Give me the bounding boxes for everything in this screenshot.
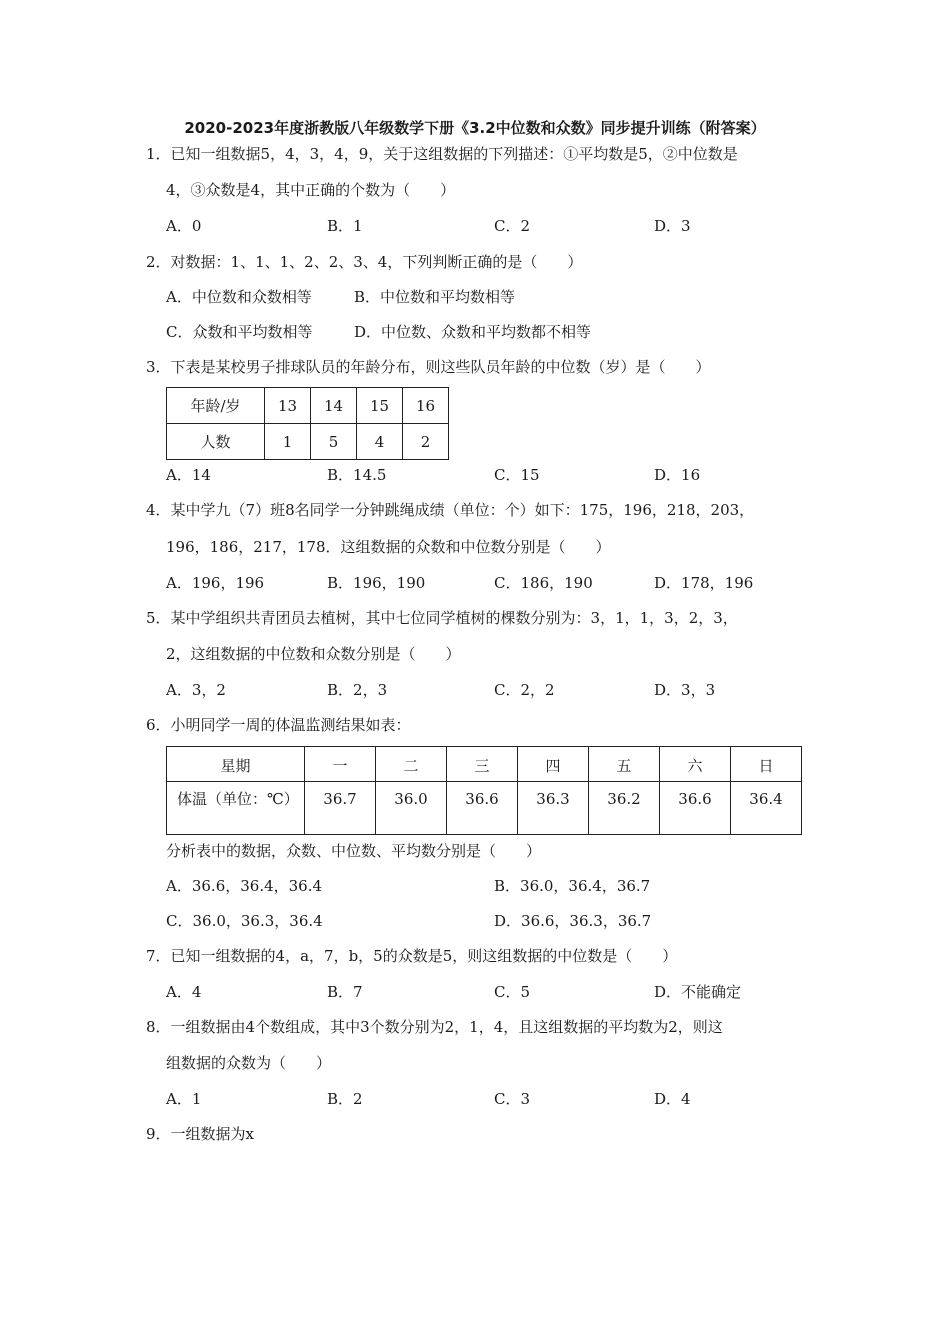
table-cell: 日 (731, 747, 802, 782)
q3-option-d: D．16 (654, 466, 701, 484)
q6-temperature-table (166, 746, 802, 835)
table-cell: 2 (403, 424, 449, 460)
q1-option-a: A．0 (166, 217, 202, 235)
q8-stem-line2: 组数据的众数为（ ） (166, 1054, 332, 1072)
table-cell: 体温（单位：℃） (167, 782, 305, 835)
q4-option-a: A．196，196 (166, 574, 265, 592)
q7-option-a: A．4 (166, 983, 202, 1001)
q8-stem-line1: 8．一组数据由4个数组成，其中3个数分别为2，1，4，且这组数据的平均数为2，则这 (146, 1018, 723, 1036)
q3-stem: 3．下表是某校男子排球队员的年龄分布，则这些队员年龄的中位数（岁）是（ ） (146, 358, 711, 376)
q3-option-a: A．14 (166, 466, 211, 484)
table-cell: 15 (357, 388, 403, 424)
q2-stem: 2．对数据：1、1、1、2、2、3、4，下列判断正确的是（ ） (146, 253, 583, 271)
q8-option-b: B．2 (327, 1090, 363, 1108)
q9-stem: 9．一组数据为x (146, 1125, 255, 1143)
table-cell: 二 (376, 747, 447, 782)
table-cell: 4 (357, 424, 403, 460)
q6-option-d: D．36.6，36.3，36.7 (494, 912, 652, 930)
q1-stem-line2: 4，③众数是4，其中正确的个数为（ ） (166, 181, 456, 199)
table-cell: 36.6 (660, 782, 731, 835)
q1-option-b: B．1 (327, 217, 363, 235)
q6-option-b: B．36.0，36.4，36.7 (494, 877, 651, 895)
q4-option-c: C．186，190 (494, 574, 593, 592)
table-row (167, 424, 449, 460)
q5-option-d: D．3，3 (654, 681, 716, 699)
table-cell: 五 (589, 747, 660, 782)
q6-option-c: C．36.0，36.3，36.4 (166, 912, 323, 930)
document-title: 2020-2023年度浙教版八年级数学下册《3.2中位数和众数》同步提升训练（附答案） (184, 119, 766, 137)
table-cell: 六 (660, 747, 731, 782)
table-row (167, 388, 449, 424)
q6-option-a: A．36.6，36.4，36.4 (166, 877, 323, 895)
q2-option-b: B．中位数和平均数相等 (354, 288, 516, 306)
table-cell: 36.6 (447, 782, 518, 835)
table-cell: 星期 (167, 747, 305, 782)
q6-question: 分析表中的数据，众数、中位数、平均数分别是（ ） (166, 842, 542, 860)
table-cell: 人数 (167, 424, 265, 460)
q1-option-c: C．2 (494, 217, 531, 235)
table-cell: 36.2 (589, 782, 660, 835)
q1-stem-line1: 1．已知一组数据5，4，3，4，9，关于这组数据的下列描述：①平均数是5，②中位数是 (146, 145, 738, 163)
table-cell: 36.4 (731, 782, 802, 835)
table-cell: 四 (518, 747, 589, 782)
table-cell: 年龄/岁 (167, 388, 265, 424)
table-row (167, 747, 802, 782)
q2-option-c: C．众数和平均数相等 (166, 323, 313, 341)
q5-option-a: A．3，2 (166, 681, 226, 699)
table-cell: 16 (403, 388, 449, 424)
q1-option-d: D．3 (654, 217, 691, 235)
table-cell: 5 (311, 424, 357, 460)
q3-age-table (166, 387, 449, 460)
table-row (167, 782, 802, 835)
q3-option-b: B．14.5 (327, 466, 387, 484)
q3-option-c: C．15 (494, 466, 540, 484)
q7-option-c: C．5 (494, 983, 531, 1001)
q8-option-d: D．4 (654, 1090, 691, 1108)
q7-option-d: D．不能确定 (654, 983, 742, 1001)
table-cell: 36.0 (376, 782, 447, 835)
q6-stem: 6．小明同学一周的体温监测结果如表： (146, 716, 411, 734)
q4-option-b: B．196，190 (327, 574, 426, 592)
q5-option-c: C．2，2 (494, 681, 555, 699)
table-cell: 一 (305, 747, 376, 782)
q2-option-a: A．中位数和众数相等 (166, 288, 312, 306)
table-cell: 14 (311, 388, 357, 424)
table-cell: 13 (265, 388, 311, 424)
q5-stem-line1: 5．某中学组织共青团员去植树，其中七位同学植树的棵数分别为：3，1，1，3，2，3， (146, 609, 738, 627)
q4-stem-line1: 4．某中学九（7）班8名同学一分钟跳绳成绩（单位：个）如下：175，196，218，203， (146, 501, 755, 519)
q8-option-c: C．3 (494, 1090, 531, 1108)
q4-stem-line2: 196，186，217，178．这组数据的众数和中位数分别是（ ） (166, 538, 611, 556)
table-cell: 36.7 (305, 782, 376, 835)
q8-option-a: A．1 (166, 1090, 202, 1108)
q7-option-b: B．7 (327, 983, 363, 1001)
q5-option-b: B．2，3 (327, 681, 388, 699)
q4-option-d: D．178，196 (654, 574, 754, 592)
table-cell: 1 (265, 424, 311, 460)
q7-stem: 7．已知一组数据的4，a，7，b，5的众数是5，则这组数据的中位数是（ ） (146, 947, 678, 965)
q2-option-d: D．中位数、众数和平均数都不相等 (354, 323, 592, 341)
table-cell: 三 (447, 747, 518, 782)
q5-stem-line2: 2，这组数据的中位数和众数分别是（ ） (166, 645, 461, 663)
table-cell: 36.3 (518, 782, 589, 835)
